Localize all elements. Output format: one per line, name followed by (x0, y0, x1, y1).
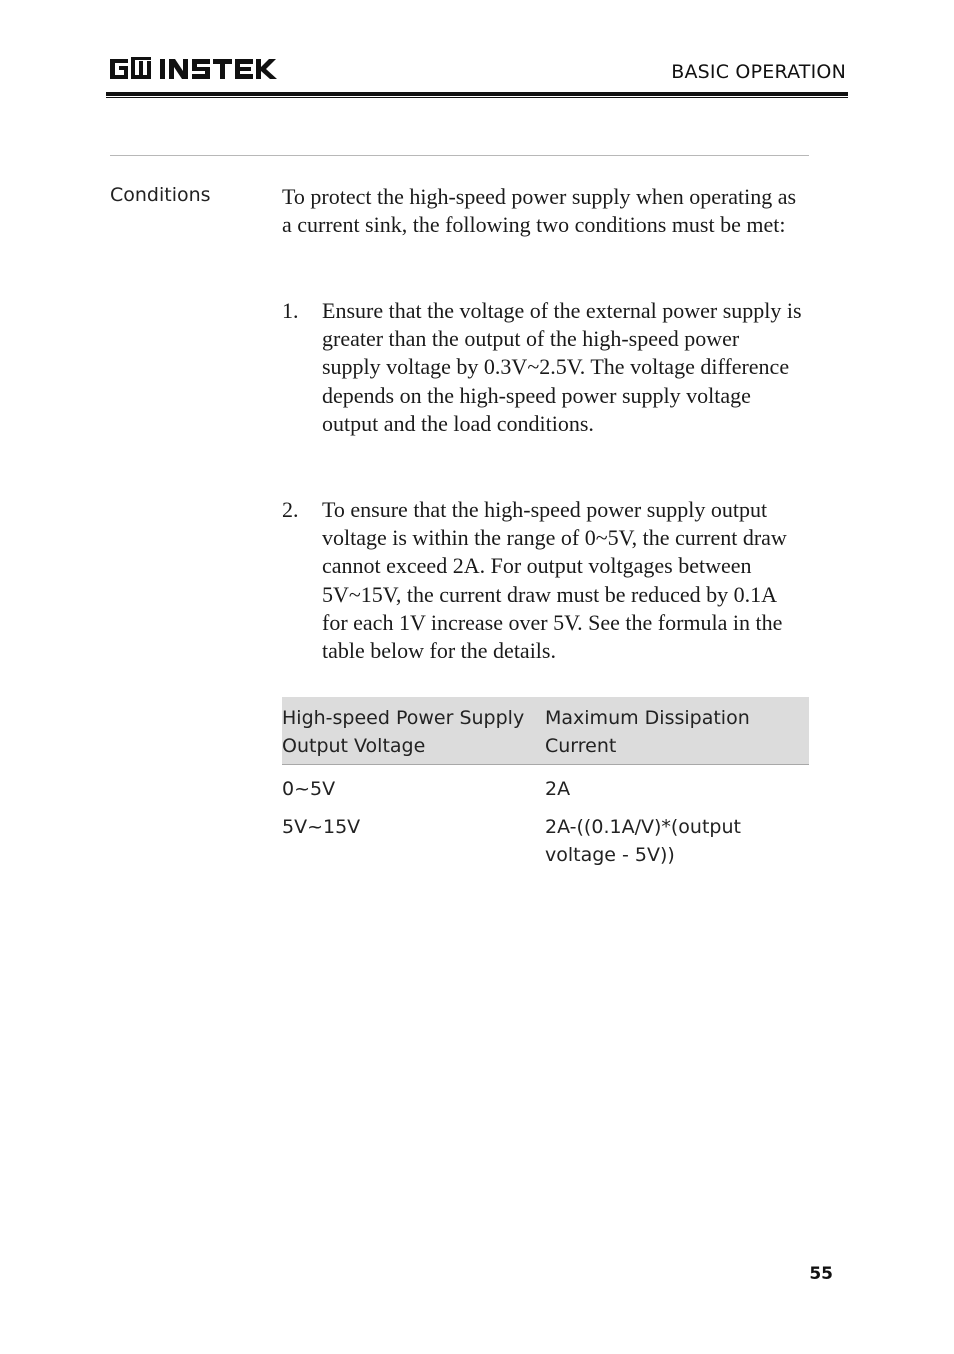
section-divider (110, 155, 809, 156)
list-item-text: Ensure that the voltage of the external power supply is greater than the output of the high-speed power supply voltage by 0.3V~2.5V. The voltage difference depends on the high-speed power supply voltage output and the load conditions. (322, 298, 802, 436)
brand-logo (108, 55, 280, 83)
header-divider-thin (106, 97, 848, 98)
header-cell-voltage: High-speed Power Supply Output Voltage (282, 707, 525, 757)
page-number: 55 (809, 1264, 833, 1284)
list-item-text: To ensure that the high-speed power supply output voltage is within the range of 0~5V, the current draw cannot exceed 2A. For output voltgages between 5V~15V, the current draw must be reduced by 0.1A for each 1V increase over 5V. See the formula in the table below for the details. (322, 497, 787, 664)
gw-instek-logo-icon (108, 55, 280, 83)
list-item-number: 1. (282, 298, 299, 323)
table-cell: 2A-((0.1A/V)*(output voltage - 5V)) (545, 816, 741, 866)
dissipation-table (282, 697, 809, 866)
header-divider (106, 92, 848, 96)
table-header (282, 697, 809, 765)
table-cell: 5V~15V (282, 816, 361, 838)
intro-paragraph: To protect the high-speed power supply when operating as a current sink, the following two conditions must be met: (282, 184, 797, 238)
list-item-number: 2. (282, 497, 299, 522)
conditions-label: Conditions (110, 184, 211, 206)
table-cell: 2A (545, 778, 571, 800)
section-title: BASIC OPERATION (671, 61, 846, 83)
table-cell: 0~5V (282, 778, 336, 800)
header-cell-current: Maximum Dissipation Current (545, 707, 750, 757)
